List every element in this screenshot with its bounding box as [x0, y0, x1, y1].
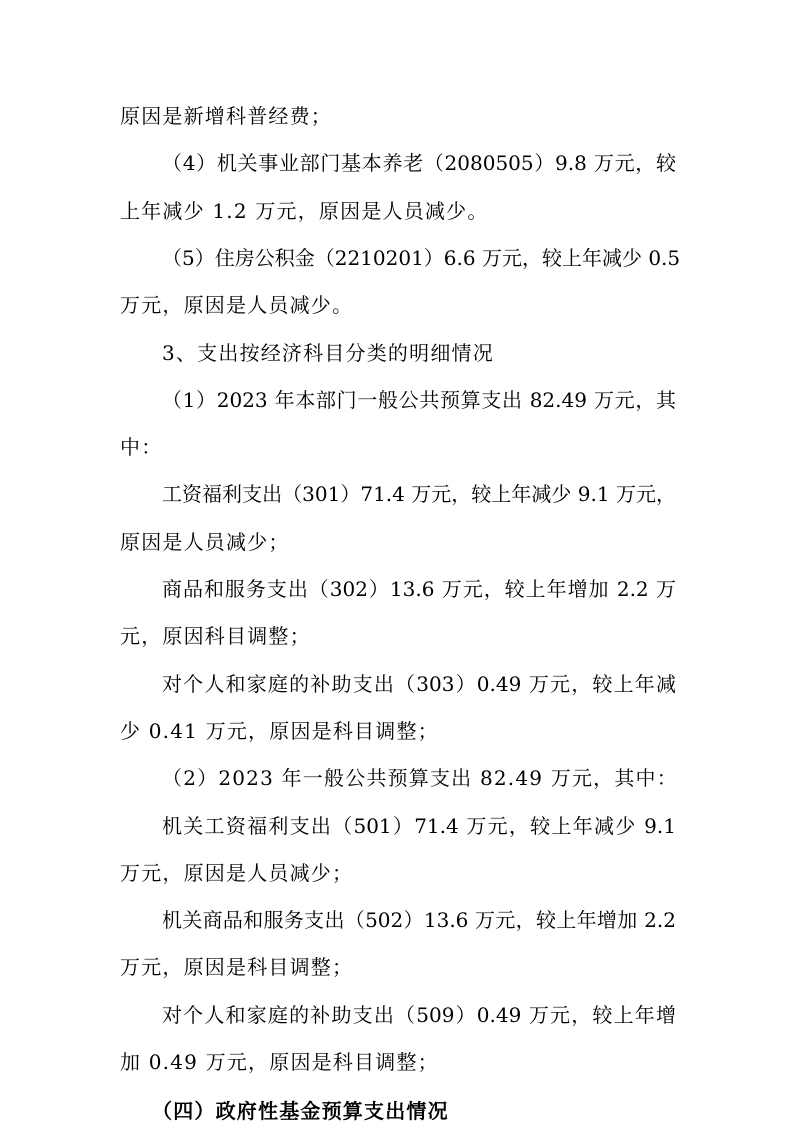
- text-line: 万元，原因是科目调整；: [120, 955, 354, 979]
- text-line: （1）2023 年本部门一般公共预算支出 82.49 万元，其: [162, 388, 676, 412]
- text-line: （5）住房公积金（2210201）6.6 万元，较上年减少 0.5: [162, 246, 681, 270]
- text-line: 上年减少 1.2 万元，原因是人员减少。: [120, 199, 489, 223]
- text-line: 元，原因科目调整；: [120, 624, 311, 648]
- text-line: 机关工资福利支出（501）71.4 万元，较上年减少 9.1: [162, 814, 676, 838]
- text-line: 机关商品和服务支出（502）13.6 万元，较上年增加 2.2: [162, 908, 676, 932]
- text-line: 万元，原因是人员减少；: [120, 861, 354, 885]
- text-line: 原因是人员减少；: [120, 530, 290, 554]
- text-line: 万元，原因是人员减少。: [120, 293, 354, 317]
- text-line: （2）2023 年一般公共预算支出 82.49 万元，其中：: [162, 766, 678, 790]
- subsection-heading: （四）政府性基金预算支出情况: [152, 1099, 449, 1123]
- text-line: 中：: [120, 435, 163, 459]
- text-line: 工资福利支出（301）71.4 万元，较上年减少 9.1 万元，: [162, 482, 676, 506]
- text-line: （4）机关事业部门基本养老（2080505）9.8 万元，较: [162, 151, 676, 175]
- text-line: 对个人和家庭的补助支出（303）0.49 万元，较上年减: [162, 672, 676, 696]
- text-line: 原因是新增科普经费；: [120, 104, 332, 128]
- text-line: 少 0.41 万元，原因是科目调整；: [120, 719, 439, 743]
- section-heading: 3、支出按经济科目分类的明细情况: [162, 341, 494, 365]
- text-line: 加 0.49 万元，原因是科目调整；: [120, 1050, 439, 1074]
- text-line: 商品和服务支出（302）13.6 万元，较上年增加 2.2 万: [162, 577, 676, 601]
- text-line: 对个人和家庭的补助支出（509）0.49 万元，较上年增: [162, 1003, 676, 1027]
